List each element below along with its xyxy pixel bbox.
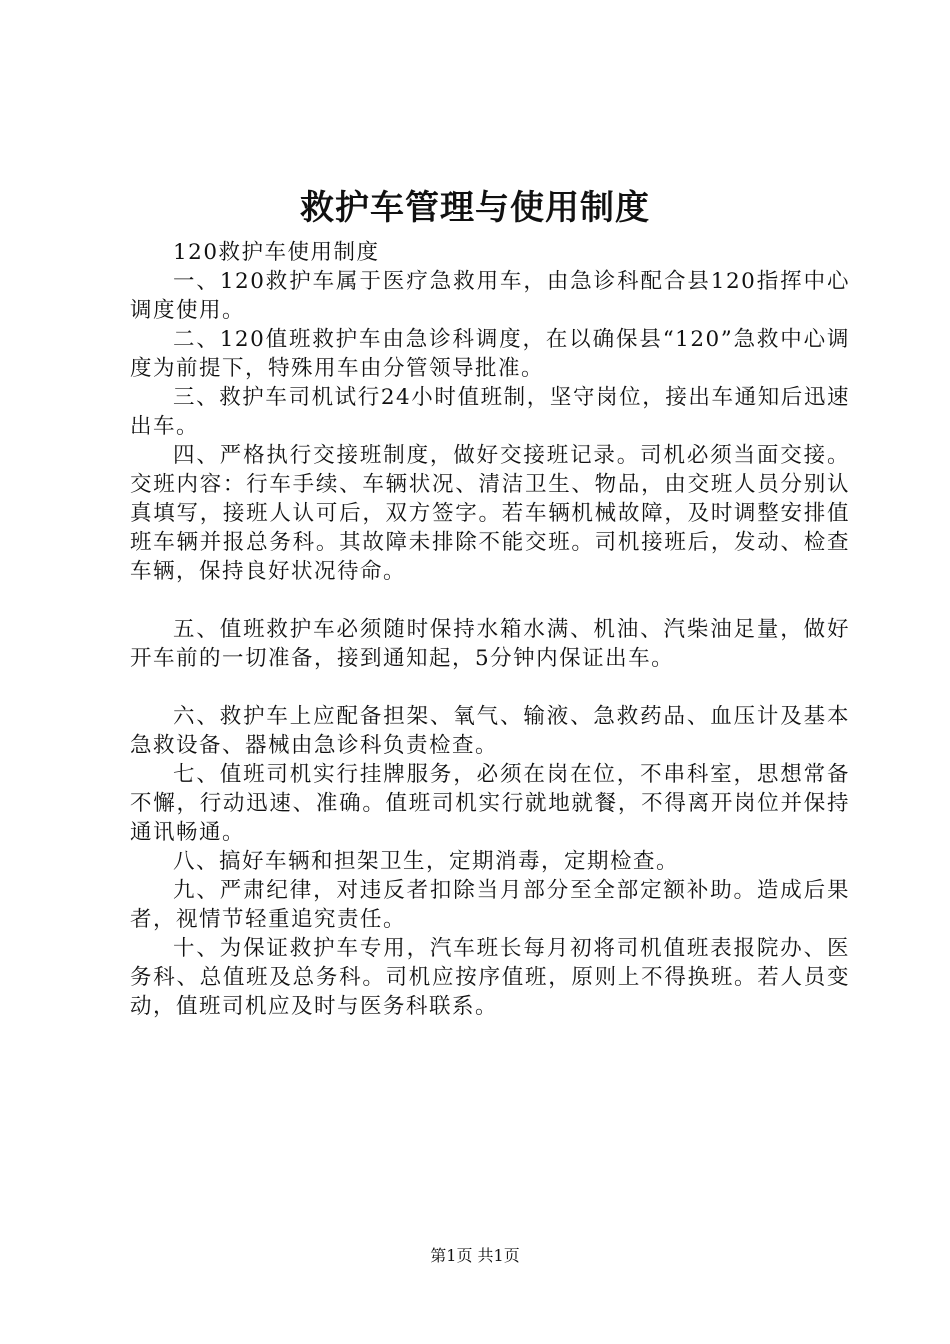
paragraph-4: 四、严格执行交接班制度，做好交接班记录。司机必须当面交接。交班内容：行车手续、车辆状况、清洁卫生、物品，由交班人员分别认真填写，接班人认可后，双方签字。若车辆机械故障，及时调整安排值班车辆并报总务科。其故障未排除不能交班。司机接班后，发动、检查车辆，保持良好状况待命。 [130,443,850,584]
paragraph-3: 三、救护车司机试行24小时值班制，坚守岗位，接出车通知后迅速出车。 [130,385,850,439]
paragraph-8: 八、搞好车辆和担架卫生，定期消毒，定期检查。 [173,849,680,874]
paragraph-9: 九、严肃纪律，对违反者扣除当月部分至全部定额补助。造成后果者，视情节轻重追究责任。 [130,878,850,932]
paragraph-1: 一、120救护车属于医疗急救用车，由急诊科配合县120指挥中心调度使用。 [130,269,850,323]
paragraph-10: 十、为保证救护车专用，汽车班长每月初将司机值班表报院办、医务科、总值班及总务科。司机应按序值班，原则上不得换班。若人员变动，值班司机应及时与医务科联系。 [130,936,850,1019]
paragraph-7: 七、值班司机实行挂牌服务，必须在岗在位，不串科室，思想常备不懈，行动迅速、准确。值班司机实行就地就餐，不得离开岗位并保持通讯畅通。 [130,762,850,845]
document-title: 救护车管理与使用制度 [300,188,650,228]
paragraph-subtitle: 120救护车使用制度 [173,240,380,265]
paragraph-5: 五、值班救护车必须随时保持水箱水满、机油、汽柴油足量，做好开车前的一切准备，接到通知起，5分钟内保证出车。 [130,617,850,671]
page-number-footer: 第1页 共1页 [430,1246,520,1265]
document-body [130,238,850,1021]
paragraph-2: 二、120值班救护车由急诊科调度，在以确保县“120”急救中心调度为前提下，特殊用车由分管领导批准。 [130,327,850,381]
paragraph-6: 六、救护车上应配备担架、氧气、输液、急救药品、血压计及基本急救设备、器械由急诊科负责检查。 [130,704,850,758]
